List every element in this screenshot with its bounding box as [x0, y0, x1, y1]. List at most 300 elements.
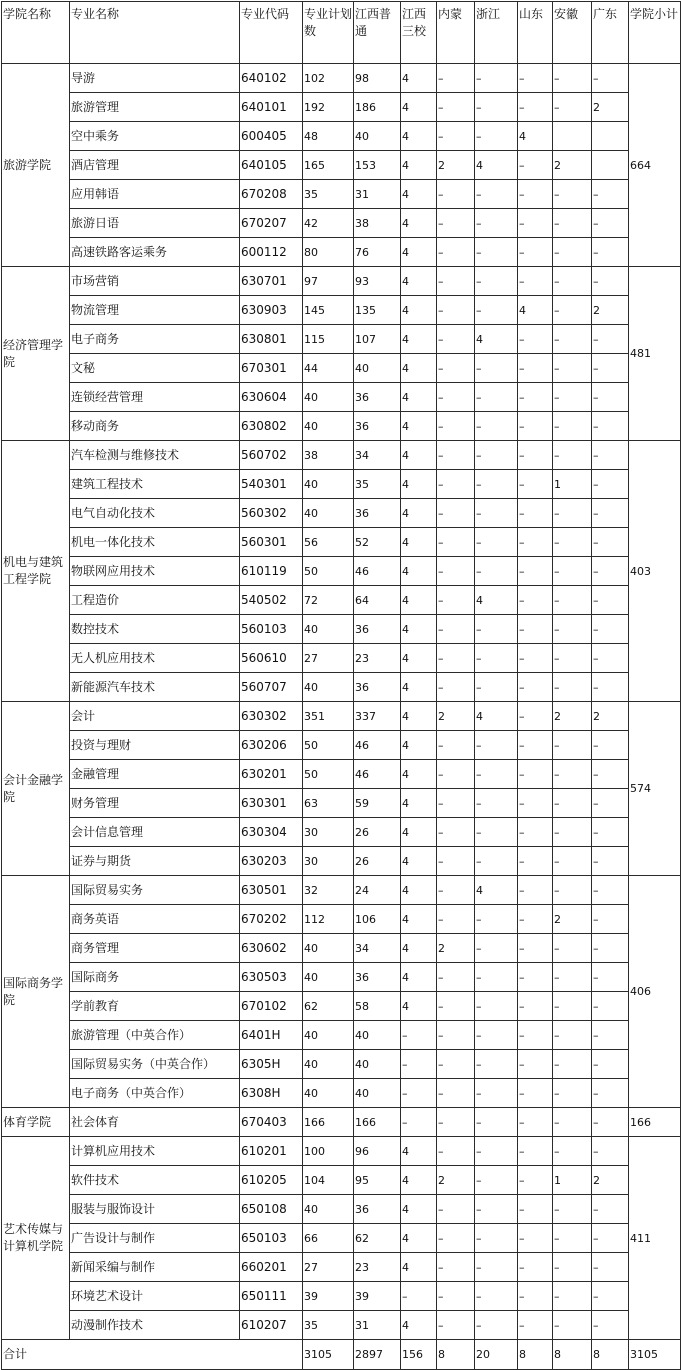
table-row [2, 238, 681, 267]
table-row [2, 354, 681, 383]
shandong: – [518, 93, 553, 122]
major-name: 商务管理 [70, 934, 240, 963]
jiangxi-general: 59 [354, 789, 401, 818]
anhui: – [553, 1311, 592, 1340]
plan-count: 40 [303, 934, 354, 963]
zhejiang: – [475, 644, 518, 673]
neimeng: – [437, 847, 475, 876]
college-subtotal: 664 [629, 64, 681, 267]
major-code: 650111 [240, 1282, 303, 1311]
jiangxi-three-schools: 4 [401, 557, 437, 586]
guangdong: – [592, 760, 629, 789]
table-row [2, 644, 681, 673]
jiangxi-three-schools: 4 [401, 673, 437, 702]
shandong: – [518, 1050, 553, 1079]
jiangxi-general: 76 [354, 238, 401, 267]
anhui: – [553, 1021, 592, 1050]
zhejiang: – [475, 296, 518, 325]
anhui: – [553, 209, 592, 238]
neimeng: – [437, 122, 475, 151]
jiangxi-general: 40 [354, 1079, 401, 1108]
neimeng: – [437, 992, 475, 1021]
major-name: 新闻采编与制作 [70, 1253, 240, 1282]
zhejiang: – [475, 122, 518, 151]
major-name: 动漫制作技术 [70, 1311, 240, 1340]
major-name: 投资与理财 [70, 731, 240, 760]
shandong: – [518, 963, 553, 992]
table-row [2, 615, 681, 644]
plan-count: 40 [303, 1021, 354, 1050]
jiangxi-three-schools: 4 [401, 847, 437, 876]
major-code: 560702 [240, 441, 303, 470]
shandong: – [518, 673, 553, 702]
jiangxi-general: 24 [354, 876, 401, 905]
major-name: 国际商务 [70, 963, 240, 992]
table-row [2, 64, 681, 93]
jiangxi-general: 26 [354, 818, 401, 847]
header-jiangxi-three-schools: 江西三校 [401, 2, 437, 64]
guangdong: – [592, 644, 629, 673]
anhui: 1 [553, 470, 592, 499]
anhui: – [553, 499, 592, 528]
major-name: 旅游日语 [70, 209, 240, 238]
jiangxi-three-schools: 4 [401, 354, 437, 383]
neimeng: – [437, 818, 475, 847]
plan-count: 351 [303, 702, 354, 731]
neimeng: – [437, 586, 475, 615]
anhui: – [553, 818, 592, 847]
table-row [2, 1224, 681, 1253]
zhejiang: – [475, 412, 518, 441]
major-code: 630302 [240, 702, 303, 731]
major-name: 服装与服饰设计 [70, 1195, 240, 1224]
anhui: – [553, 1282, 592, 1311]
neimeng: – [437, 354, 475, 383]
guangdong: – [592, 847, 629, 876]
major-code: 670208 [240, 180, 303, 209]
plan-count: 166 [303, 1108, 354, 1137]
table-row [2, 1108, 681, 1137]
neimeng: – [437, 1050, 475, 1079]
shandong: – [518, 1224, 553, 1253]
shandong: – [518, 586, 553, 615]
jiangxi-three-schools: 4 [401, 1137, 437, 1166]
table-row [2, 876, 681, 905]
table-row [2, 1050, 681, 1079]
shandong: – [518, 1253, 553, 1282]
neimeng: – [437, 644, 475, 673]
zhejiang: – [475, 1311, 518, 1340]
jiangxi-three-schools: 4 [401, 992, 437, 1021]
total-zhejiang: 20 [475, 1340, 518, 1370]
major-code: 560103 [240, 615, 303, 644]
jiangxi-general: 31 [354, 1311, 401, 1340]
anhui: 2 [553, 905, 592, 934]
shandong: – [518, 325, 553, 354]
major-name: 应用韩语 [70, 180, 240, 209]
plan-count: 56 [303, 528, 354, 557]
guangdong: – [592, 325, 629, 354]
zhejiang: – [475, 1137, 518, 1166]
table-row [2, 180, 681, 209]
plan-count: 62 [303, 992, 354, 1021]
header-guangdong: 广东 [592, 2, 629, 64]
neimeng: 2 [437, 151, 475, 180]
jiangxi-general: 35 [354, 470, 401, 499]
plan-count: 63 [303, 789, 354, 818]
jiangxi-general: 36 [354, 383, 401, 412]
jiangxi-three-schools: 4 [401, 1224, 437, 1253]
table-row [2, 151, 681, 180]
plan-count: 30 [303, 818, 354, 847]
plan-count: 66 [303, 1224, 354, 1253]
jiangxi-three-schools: 4 [401, 209, 437, 238]
anhui: – [553, 267, 592, 296]
jiangxi-three-schools: – [401, 1108, 437, 1137]
major-name: 导游 [70, 64, 240, 93]
plan-count: 50 [303, 731, 354, 760]
zhejiang: – [475, 499, 518, 528]
table-row [2, 847, 681, 876]
jiangxi-three-schools: 4 [401, 818, 437, 847]
plan-count: 80 [303, 238, 354, 267]
shandong: – [518, 760, 553, 789]
jiangxi-general: 107 [354, 325, 401, 354]
jiangxi-three-schools: 4 [401, 876, 437, 905]
major-name: 会计信息管理 [70, 818, 240, 847]
jiangxi-three-schools: 4 [401, 64, 437, 93]
jiangxi-three-schools: – [401, 1079, 437, 1108]
jiangxi-general: 34 [354, 934, 401, 963]
shandong: – [518, 180, 553, 209]
neimeng: – [437, 528, 475, 557]
plan-count: 102 [303, 64, 354, 93]
anhui: – [553, 934, 592, 963]
guangdong: 2 [592, 93, 629, 122]
shandong: – [518, 1282, 553, 1311]
guangdong: – [592, 528, 629, 557]
major-code: 640102 [240, 64, 303, 93]
guangdong: 2 [592, 702, 629, 731]
zhejiang: – [475, 615, 518, 644]
guangdong: – [592, 383, 629, 412]
neimeng: 2 [437, 702, 475, 731]
major-code: 540502 [240, 586, 303, 615]
anhui: – [553, 325, 592, 354]
jiangxi-general: 34 [354, 441, 401, 470]
guangdong: – [592, 615, 629, 644]
major-name: 汽车检测与维修技术 [70, 441, 240, 470]
major-code: 630602 [240, 934, 303, 963]
shandong: – [518, 731, 553, 760]
jiangxi-three-schools: 4 [401, 238, 437, 267]
anhui: – [553, 644, 592, 673]
anhui: – [553, 238, 592, 267]
table-row [2, 557, 681, 586]
anhui: – [553, 1050, 592, 1079]
zhejiang: 4 [475, 151, 518, 180]
plan-count: 40 [303, 963, 354, 992]
anhui: – [553, 528, 592, 557]
jiangxi-general: 93 [354, 267, 401, 296]
major-name: 电子商务 [70, 325, 240, 354]
guangdong: – [592, 499, 629, 528]
major-name: 证券与期货 [70, 847, 240, 876]
college-name: 国际商务学院 [2, 876, 70, 1108]
table-row [2, 1282, 681, 1311]
table-row [2, 1166, 681, 1195]
anhui: 2 [553, 702, 592, 731]
jiangxi-general: 39 [354, 1282, 401, 1311]
jiangxi-general: 36 [354, 963, 401, 992]
plan-count: 115 [303, 325, 354, 354]
guangdong: – [592, 412, 629, 441]
zhejiang: – [475, 1253, 518, 1282]
major-code: 630604 [240, 383, 303, 412]
major-name: 空中乘务 [70, 122, 240, 151]
plan-count: 42 [303, 209, 354, 238]
table-row [2, 702, 681, 731]
jiangxi-three-schools: 4 [401, 93, 437, 122]
major-code: 560610 [240, 644, 303, 673]
zhejiang: – [475, 1195, 518, 1224]
table-row [2, 789, 681, 818]
major-code: 6308H [240, 1079, 303, 1108]
table-row [2, 818, 681, 847]
major-code: 630903 [240, 296, 303, 325]
jiangxi-three-schools: 4 [401, 470, 437, 499]
table-row [2, 383, 681, 412]
plan-count: 50 [303, 557, 354, 586]
guangdong [592, 151, 629, 180]
neimeng: – [437, 441, 475, 470]
jiangxi-three-schools: 4 [401, 789, 437, 818]
shandong: – [518, 1311, 553, 1340]
anhui: – [553, 992, 592, 1021]
zhejiang: – [475, 1224, 518, 1253]
anhui: – [553, 1079, 592, 1108]
jiangxi-general: 36 [354, 673, 401, 702]
major-name: 电子商务（中英合作） [70, 1079, 240, 1108]
major-code: 6401H [240, 1021, 303, 1050]
jiangxi-general: 96 [354, 1137, 401, 1166]
major-code: 630701 [240, 267, 303, 296]
neimeng: – [437, 325, 475, 354]
jiangxi-general: 38 [354, 209, 401, 238]
neimeng: – [437, 615, 475, 644]
header-code: 专业代码 [240, 2, 303, 64]
plan-count: 27 [303, 644, 354, 673]
table-row [2, 528, 681, 557]
major-name: 金融管理 [70, 760, 240, 789]
plan-count: 100 [303, 1137, 354, 1166]
college-name: 机电与建筑工程学院 [2, 441, 70, 702]
anhui: – [553, 876, 592, 905]
jiangxi-three-schools: 4 [401, 644, 437, 673]
college-subtotal: 574 [629, 702, 681, 876]
anhui: – [553, 847, 592, 876]
table-row [2, 586, 681, 615]
major-code: 600405 [240, 122, 303, 151]
neimeng: – [437, 1224, 475, 1253]
plan-count: 40 [303, 470, 354, 499]
jiangxi-general: 40 [354, 354, 401, 383]
plan-count: 50 [303, 760, 354, 789]
neimeng: – [437, 1311, 475, 1340]
major-name: 广告设计与制作 [70, 1224, 240, 1253]
total-shandong: 8 [518, 1340, 553, 1370]
zhejiang: – [475, 847, 518, 876]
major-name: 机电一体化技术 [70, 528, 240, 557]
guangdong: – [592, 992, 629, 1021]
header-zhejiang: 浙江 [475, 2, 518, 64]
major-name: 物联网应用技术 [70, 557, 240, 586]
plan-count: 40 [303, 615, 354, 644]
table-row [2, 1079, 681, 1108]
header-row [2, 2, 681, 64]
zhejiang: – [475, 557, 518, 586]
jiangxi-three-schools: – [401, 1050, 437, 1079]
guangdong: – [592, 818, 629, 847]
zhejiang: – [475, 528, 518, 557]
major-name: 市场营销 [70, 267, 240, 296]
shandong: – [518, 876, 553, 905]
neimeng: – [437, 93, 475, 122]
major-name: 酒店管理 [70, 151, 240, 180]
college-subtotal: 166 [629, 1108, 681, 1137]
shandong: – [518, 1195, 553, 1224]
table-row [2, 1021, 681, 1050]
neimeng: – [437, 1108, 475, 1137]
table-row [2, 760, 681, 789]
jiangxi-general: 36 [354, 615, 401, 644]
guangdong: – [592, 934, 629, 963]
major-code: 610207 [240, 1311, 303, 1340]
major-name: 国际贸易实务（中英合作） [70, 1050, 240, 1079]
jiangxi-three-schools: 4 [401, 499, 437, 528]
jiangxi-three-schools: 4 [401, 963, 437, 992]
jiangxi-three-schools: 4 [401, 760, 437, 789]
jiangxi-three-schools: 4 [401, 151, 437, 180]
jiangxi-three-schools: – [401, 1021, 437, 1050]
total-label: 合计 [2, 1340, 303, 1370]
major-name: 无人机应用技术 [70, 644, 240, 673]
enrollment-plan-table [1, 1, 681, 1370]
major-name: 财务管理 [70, 789, 240, 818]
jiangxi-general: 26 [354, 847, 401, 876]
major-code: 560302 [240, 499, 303, 528]
zhejiang: 4 [475, 702, 518, 731]
major-name: 商务英语 [70, 905, 240, 934]
jiangxi-general: 95 [354, 1166, 401, 1195]
major-code: 670202 [240, 905, 303, 934]
jiangxi-general: 40 [354, 1021, 401, 1050]
jiangxi-general: 36 [354, 1195, 401, 1224]
neimeng: – [437, 267, 475, 296]
jiangxi-three-schools: 4 [401, 934, 437, 963]
guangdong: – [592, 1253, 629, 1282]
major-name: 电气自动化技术 [70, 499, 240, 528]
jiangxi-general: 52 [354, 528, 401, 557]
shandong: – [518, 1108, 553, 1137]
zhejiang: – [475, 64, 518, 93]
major-code: 630301 [240, 789, 303, 818]
major-code: 630201 [240, 760, 303, 789]
neimeng: – [437, 209, 475, 238]
zhejiang: – [475, 818, 518, 847]
shandong: – [518, 354, 553, 383]
guangdong: – [592, 238, 629, 267]
shandong: – [518, 499, 553, 528]
table-row [2, 412, 681, 441]
jiangxi-three-schools: 4 [401, 702, 437, 731]
anhui: – [553, 296, 592, 325]
major-name: 旅游管理 [70, 93, 240, 122]
shandong: – [518, 905, 553, 934]
shandong: – [518, 441, 553, 470]
major-code: 660201 [240, 1253, 303, 1282]
guangdong: – [592, 180, 629, 209]
guangdong: – [592, 876, 629, 905]
major-code: 630801 [240, 325, 303, 354]
college-name: 经济管理学院 [2, 267, 70, 441]
major-name: 文秘 [70, 354, 240, 383]
jiangxi-three-schools: 4 [401, 586, 437, 615]
plan-count: 39 [303, 1282, 354, 1311]
anhui: – [553, 615, 592, 644]
plan-count: 40 [303, 1050, 354, 1079]
shandong: – [518, 209, 553, 238]
neimeng: – [437, 1079, 475, 1108]
jiangxi-general: 40 [354, 122, 401, 151]
guangdong: – [592, 441, 629, 470]
neimeng: – [437, 963, 475, 992]
major-name: 计算机应用技术 [70, 1137, 240, 1166]
table-row [2, 209, 681, 238]
shandong: – [518, 412, 553, 441]
total-jiangxi-three-schools: 156 [401, 1340, 437, 1370]
zhejiang: – [475, 93, 518, 122]
shandong: 4 [518, 122, 553, 151]
anhui: – [553, 93, 592, 122]
table-row [2, 122, 681, 151]
guangdong: – [592, 1050, 629, 1079]
table-row [2, 1311, 681, 1340]
anhui: – [553, 1253, 592, 1282]
neimeng: – [437, 383, 475, 412]
shandong: – [518, 64, 553, 93]
anhui: – [553, 354, 592, 383]
table-row [2, 499, 681, 528]
shandong: – [518, 557, 553, 586]
major-code: 630206 [240, 731, 303, 760]
shandong: – [518, 644, 553, 673]
shandong: – [518, 1079, 553, 1108]
table-row [2, 296, 681, 325]
anhui: – [553, 1137, 592, 1166]
table-row [2, 470, 681, 499]
zhejiang: – [475, 267, 518, 296]
anhui: – [553, 1224, 592, 1253]
major-name: 社会体育 [70, 1108, 240, 1137]
major-name: 建筑工程技术 [70, 470, 240, 499]
table-row [2, 325, 681, 354]
anhui: – [553, 557, 592, 586]
shandong: 4 [518, 296, 553, 325]
jiangxi-general: 36 [354, 412, 401, 441]
guangdong: – [592, 1224, 629, 1253]
major-name: 旅游管理（中英合作） [70, 1021, 240, 1050]
